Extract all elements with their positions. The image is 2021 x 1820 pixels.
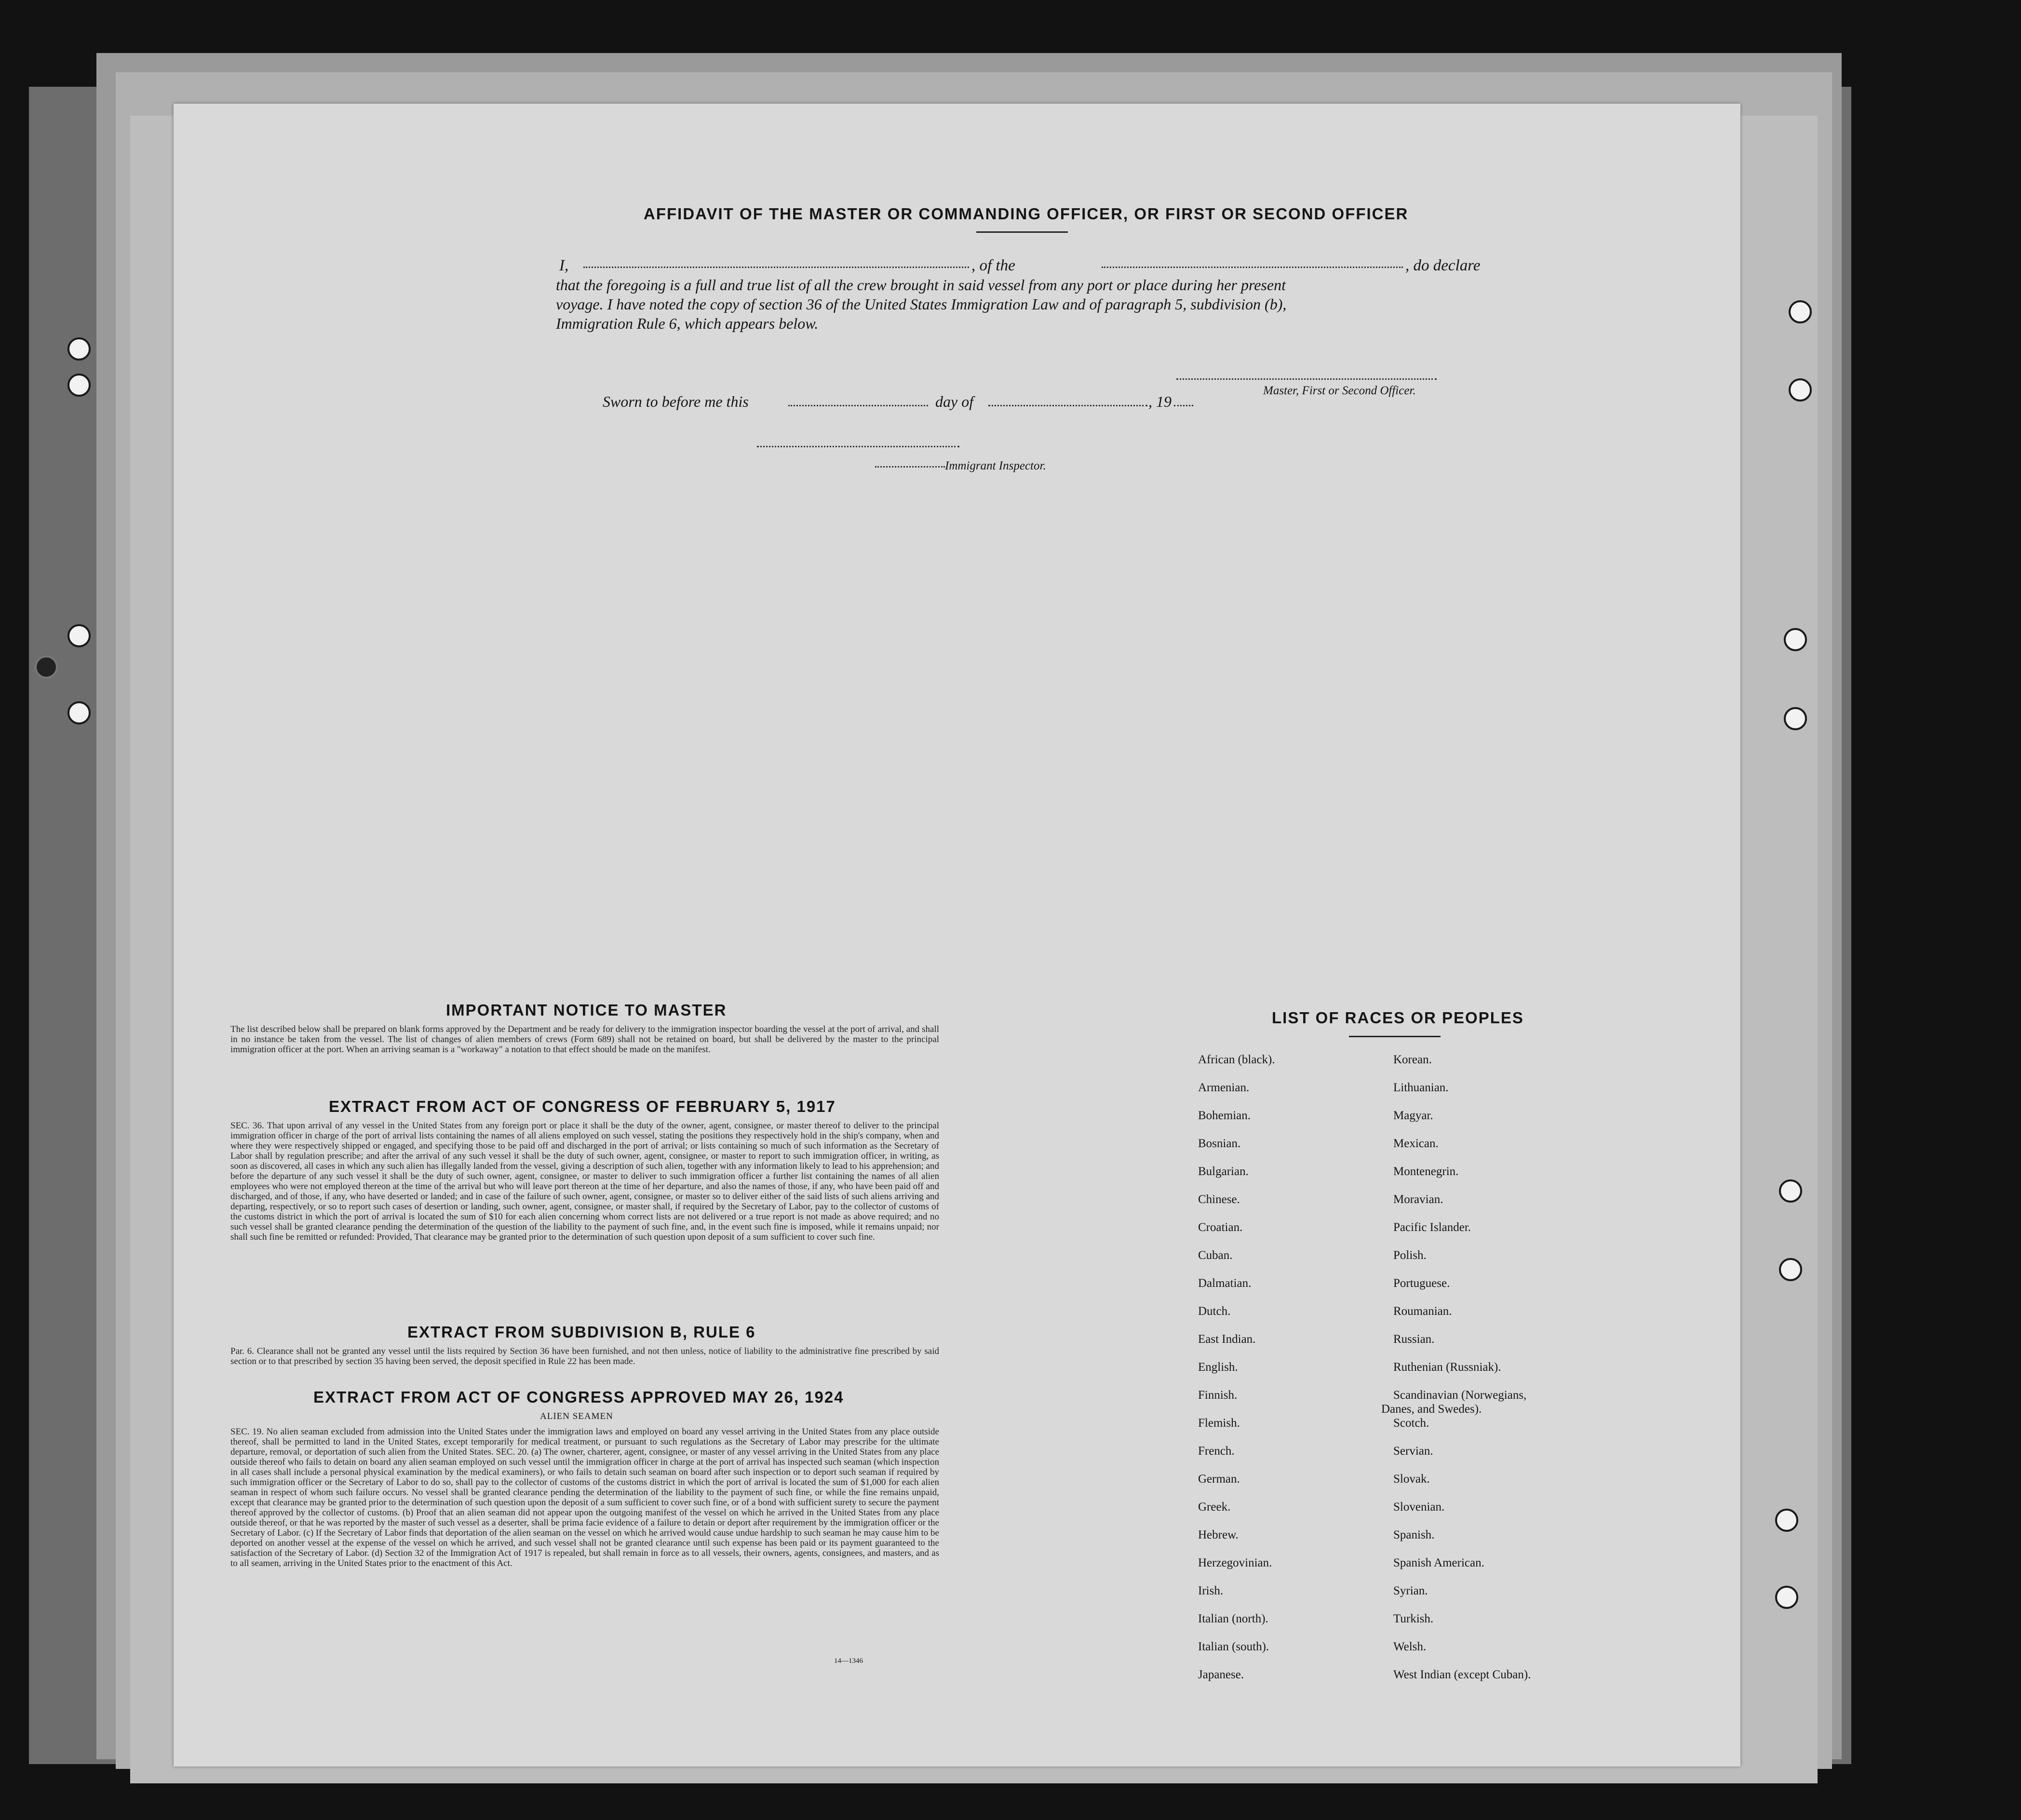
binder-hole-right bbox=[1775, 1509, 1798, 1532]
race-item: Italian (south). bbox=[1198, 1640, 1269, 1653]
race-item: Magyar. bbox=[1393, 1109, 1433, 1122]
race-item: Syrian. bbox=[1393, 1584, 1428, 1597]
race-item: Spanish. bbox=[1393, 1528, 1435, 1541]
day-of-text: day of bbox=[935, 393, 974, 410]
affidavit-of-the: , of the bbox=[971, 257, 1015, 274]
binder-hole-right bbox=[1779, 1179, 1802, 1203]
race-item: Korean. bbox=[1393, 1053, 1432, 1066]
binder-hole-right bbox=[1775, 1586, 1798, 1609]
extract-1924-title: EXTRACT FROM ACT OF CONGRESS APPROVED MAY 26, 1924 bbox=[313, 1388, 844, 1406]
race-item: Finnish. bbox=[1198, 1389, 1238, 1402]
extract-1917-title: EXTRACT FROM ACT OF CONGRESS OF FEBRUARY 5, 1917 bbox=[329, 1097, 836, 1115]
race-item: German. bbox=[1198, 1472, 1240, 1485]
binder-hole-right bbox=[1789, 378, 1812, 401]
binder-hole-right bbox=[1779, 1258, 1802, 1281]
race-item: Greek. bbox=[1198, 1500, 1231, 1513]
extract-1924-text: SEC. 19. No alien seaman excluded from admission into the United States under the immigration laws and employed on board any vessel arriving in the United States from any place outside thereof, shall be permitted to land in the United States, except temporarily for medical treatment, or pursuant to such regulations as the Secretary of Labor may prescribe for the ultimate departure, removal, or deportation of such alien from the United States. SEC. 20. (a) The owner, charterer, agent, consignee, or master of any vessel arriving in the United States from any place outside thereof who fails to detain on board any alien seaman employed on such vessel until the immigration officer in charge at the port of arrival has inspected such seaman (which inspection in all cases shall include a personal physical examination by the medical examiners), or who fails to detain such seaman on board after such inspection or to deport such seaman if required by such immigration officer or the Secretary of Labor to do so, shall pay to the collector of customs of the customs district in which the port of arrival is located the sum of $1,000 for each alien seaman in respect of whom such failure occurs. No vessel shall be granted clearance pending the determination of the liability to the payment of such fine, or while the fine remains unpaid, except that clearance may be granted prior to the determination of such question upon the deposit of a sum sufficient to cover such fine, or of a bond with sufficient surety to secure the payment thereof approved by the collector of customs. (b) Proof that an alien seaman did not appear upon the outgoing manifest of the vessel on which he arrived in the United States from any place outside thereof, or that he was reported by the master of such vessel as a deserter, shall be prima facie evidence of a failure to detain or deport after requirement by the immigration officer or the Secretary of Labor. (c) If the Secretary of Labor finds that deportation of the alien seaman on the vessel on which he arrived would cause undue hardship to such seaman he may cause him to be deported on another vessel at the expense of the vessel on which he arrived, and such vessel shall not be granted clearance until such expense has been paid or its payment guaranteed to the satisfaction of the Secretary of Labor. (d) Section 32 of the Immigration Act of 1917 is repealed, but shall remain in force as to all vessels, their owners, agents, consignees, and masters, and as to all seamen, arriving in the United States prior to the enactment of this Act. bbox=[230, 1427, 939, 1568]
race-item: Irish. bbox=[1198, 1584, 1224, 1597]
binder-hole-left bbox=[67, 624, 91, 647]
affidavit-i: I, bbox=[559, 257, 569, 274]
name-field[interactable] bbox=[583, 267, 969, 268]
vessel-field[interactable] bbox=[1102, 267, 1403, 268]
extract-rule6-title: EXTRACT FROM SUBDIVISION B, RULE 6 bbox=[407, 1323, 756, 1341]
race-item: English. bbox=[1198, 1361, 1238, 1374]
extract-1917-text: SEC. 36. That upon arrival of any vessel in the United States from any foreign port or place it shall be the duty of the owner, agent, consignee, or master thereof to deliver to the principal immigration officer in charge of the port of arrival lists containing the names of all aliens employed on such vessel, stating the positions they respectively hold in the ship's company, when and where they were respectively shipped or engaged, and specifying those to be paid off and discharged in the port of arrival; or lists containing so much of such information as the Secretary of Labor shall by regulation prescribe; and after the arrival of any such vessel it shall be the duty of such owner, agent, consignee, or master to report to such immigration officer, in writing, as soon as discovered, all cases in which any such alien has illegally landed from the vessel, giving a description of such alien, together with any information likely to lead to his apprehension; and before the departure of any such vessel it shall be the duty of such owner, agent, consignee, or master to deliver to such immigration officer a further list containing the names of all alien employees who were not employed thereon at the time of the arrival but who will leave port thereon at the time of her departure, and also the names of those, if any, who have been paid off and discharged, and of those, if any, who have deserted or landed; and in case of the failure of such owner, agent, consignee, or master so to deliver either of the said lists of such aliens arriving and departing, respectively, or so to report such cases of desertion or landing, such owner, agent, consignee, or master shall, if required by the Secretary of Labor, pay to the collector of customs of the customs district in which the port of arrival is located the sum of $10 for each alien concerning whom correct lists are not delivered or a true report is not made as above required; and no such vessel shall be granted clearance pending the determination of the question of the liability to the payment of such fine, and, in the event such fine is imposed, while it remains unpaid; nor shall such fine be remitted or refunded: Provided, That clearance may be granted prior to the determination of such question upon deposit of a sum sufficient to cover such fine. bbox=[230, 1121, 939, 1242]
race-item: Armenian. bbox=[1198, 1081, 1250, 1094]
inspector-lead-line bbox=[875, 466, 945, 468]
race-item: Cuban. bbox=[1198, 1249, 1233, 1262]
race-item: Ruthenian (Russniak). bbox=[1393, 1361, 1501, 1374]
race-item: Italian (north). bbox=[1198, 1612, 1268, 1625]
race-item: Polish. bbox=[1393, 1249, 1427, 1262]
binder-hole-left bbox=[67, 374, 91, 397]
race-item: Servian. bbox=[1393, 1445, 1433, 1458]
form-number: 14—1346 bbox=[834, 1657, 863, 1665]
sworn-day-field[interactable] bbox=[788, 405, 928, 406]
sworn-month-field[interactable] bbox=[988, 405, 1147, 406]
race-item: Slovak. bbox=[1393, 1472, 1430, 1485]
race-item: Roumanian. bbox=[1393, 1305, 1452, 1318]
affidavit-line-3: Immigration Rule 6, which appears below. bbox=[556, 315, 819, 332]
races-title-rule bbox=[1349, 1036, 1441, 1037]
race-item: West Indian (except Cuban). bbox=[1393, 1668, 1531, 1681]
race-item: Slovenian. bbox=[1393, 1500, 1445, 1513]
race-item: Bulgarian. bbox=[1198, 1165, 1249, 1178]
binder-hole-left bbox=[35, 656, 58, 679]
race-item: Russian. bbox=[1393, 1333, 1435, 1346]
master-signature-field[interactable] bbox=[1176, 378, 1437, 380]
race-scandinavian-cont: Danes, and Swedes). bbox=[1381, 1403, 1482, 1416]
race-item: Herzegovinian. bbox=[1198, 1556, 1272, 1569]
sworn-year-field[interactable] bbox=[1174, 405, 1193, 406]
race-item: African (black). bbox=[1198, 1053, 1275, 1066]
race-item: East Indian. bbox=[1198, 1333, 1256, 1346]
race-item: Welsh. bbox=[1393, 1640, 1427, 1653]
sworn-text: Sworn to before me this bbox=[603, 393, 749, 410]
affidavit-do-declare: , do declare bbox=[1405, 257, 1481, 274]
race-item: Portuguese. bbox=[1393, 1277, 1450, 1290]
race-item: Croatian. bbox=[1198, 1221, 1243, 1234]
title-rule bbox=[976, 231, 1068, 233]
year-text: , 19 bbox=[1148, 393, 1172, 410]
race-item: Hebrew. bbox=[1198, 1528, 1239, 1541]
race-item: Flemish. bbox=[1198, 1417, 1240, 1430]
race-item: Montenegrin. bbox=[1393, 1165, 1459, 1178]
master-signature-label: Master, First or Second Officer. bbox=[1263, 384, 1416, 397]
document-page bbox=[174, 104, 1740, 1766]
binder-hole-right bbox=[1789, 300, 1812, 323]
races-title: LIST OF RACES OR PEOPLES bbox=[1272, 1009, 1524, 1027]
notice-text: The list described below shall be prepared on blank forms approved by the Department and be ready for delivery to the immigration inspector boarding the vessel at the port of arrival, and shall in no instance be taken from the vessel. The list of changes of alien members of crews (Form 689) shall not be retained on board, but shall be delivered by the master to the principal immigration officer at the port. When an arriving seaman is a "workaway" a notation to that effect should be made on the manifest. bbox=[230, 1024, 939, 1055]
race-item: Chinese. bbox=[1198, 1193, 1240, 1206]
extract-rule6-text: Par. 6. Clearance shall not be granted any vessel until the lists required by Section 36 have been furnished, and not then unless, notice of liability to the administrative fine prescribed by said section or to that prescribed by section 35 having been served, the deposit specified in Rule 22 has been made. bbox=[230, 1346, 939, 1366]
affidavit-line-2: voyage. I have noted the copy of section 36 of the United States Immigration Law and of paragraph 5, subdivision (b), bbox=[556, 295, 1287, 313]
race-item: Scotch. bbox=[1393, 1417, 1429, 1430]
race-item: Bohemian. bbox=[1198, 1109, 1251, 1122]
binder-hole-right bbox=[1784, 628, 1807, 651]
race-item: Mexican. bbox=[1393, 1137, 1439, 1150]
race-item: Turkish. bbox=[1393, 1612, 1434, 1625]
race-item: Pacific Islander. bbox=[1393, 1221, 1471, 1234]
race-item: Spanish American. bbox=[1393, 1556, 1484, 1569]
race-item: Dutch. bbox=[1198, 1305, 1231, 1318]
binder-hole-left bbox=[67, 701, 91, 724]
race-item: Scandinavian (Norwegians, bbox=[1393, 1389, 1527, 1402]
race-item: Moravian. bbox=[1393, 1193, 1443, 1206]
alien-seamen-subtitle: ALIEN SEAMEN bbox=[540, 1411, 613, 1421]
race-item: Bosnian. bbox=[1198, 1137, 1241, 1150]
binder-hole-left bbox=[67, 337, 91, 361]
inspector-label: Immigrant Inspector. bbox=[945, 459, 1046, 472]
affidavit-line-1: that the foregoing is a full and true list of all the crew brought in said vessel from any port or place during her present bbox=[556, 276, 1286, 294]
inspector-signature-field[interactable] bbox=[757, 446, 959, 447]
race-item: Lithuanian. bbox=[1393, 1081, 1449, 1094]
notice-title: IMPORTANT NOTICE TO MASTER bbox=[446, 1001, 727, 1019]
affidavit-title: AFFIDAVIT OF THE MASTER OR COMMANDING OFFICER, OR FIRST OR SECOND OFFICER bbox=[644, 205, 1409, 223]
race-item: French. bbox=[1198, 1445, 1235, 1458]
race-item: Dalmatian. bbox=[1198, 1277, 1252, 1290]
binder-hole-right bbox=[1784, 707, 1807, 730]
race-item: Japanese. bbox=[1198, 1668, 1244, 1681]
